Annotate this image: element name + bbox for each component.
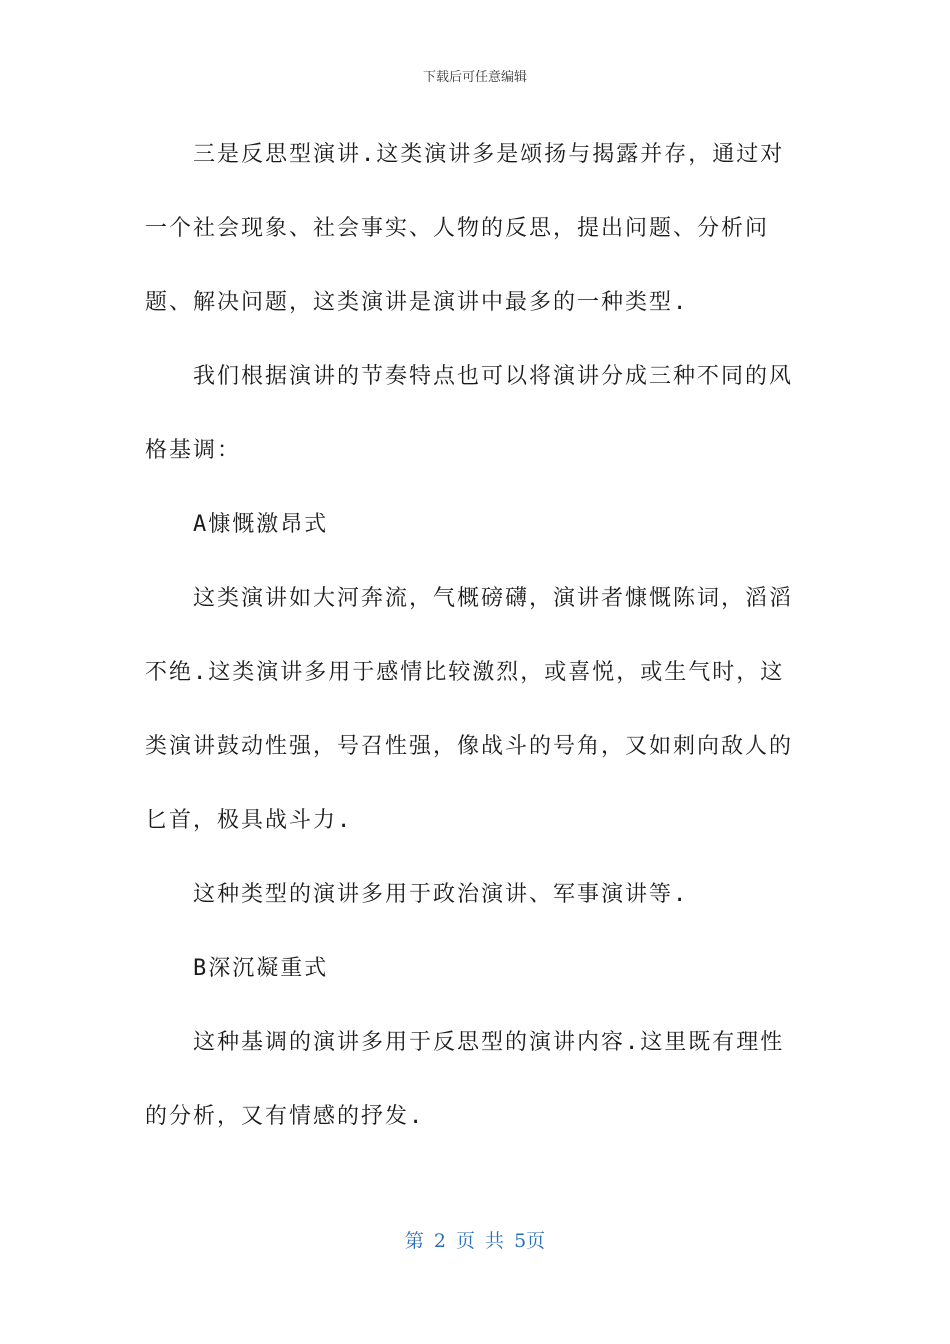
paragraph-style-b-description: 这种基调的演讲多用于反思型的演讲内容.这里既有理性的分析，又有情感的抒发. <box>145 1030 785 1129</box>
paragraph-style-a-usage: 这种类型的演讲多用于政治演讲、军事演讲等. <box>193 882 689 907</box>
paragraph-reflective-speech: 三是反思型演讲.这类演讲多是颂扬与揭露并存，通过对一个社会现象、社会事实、人物的反思，提出问题、分析问题、解决问题，这类演讲是演讲中最多的一种类型. <box>145 142 785 315</box>
heading-style-b: B深沉凝重式 <box>193 956 329 981</box>
page-header-note: 下载后可任意编辑 <box>422 70 527 85</box>
paragraph-style-intro: 我们根据演讲的节奏特点也可以将演讲分成三种不同的风格基调： <box>145 364 794 463</box>
paragraph-style-a-description: 这类演讲如大河奔流，气概磅礴，演讲者慷慨陈词，滔滔不绝.这类演讲多用于感情比较激烈，或喜悦，或生气时，这类演讲鼓动性强，号召性强，像战斗的号角，又如刺向敌人的匕首，极具战斗力. <box>145 586 794 833</box>
document-body <box>145 118 805 1154</box>
heading-style-a: A慷慨激昂式 <box>193 512 329 537</box>
page-number: 第 2 页 共 5页 <box>404 1230 546 1252</box>
